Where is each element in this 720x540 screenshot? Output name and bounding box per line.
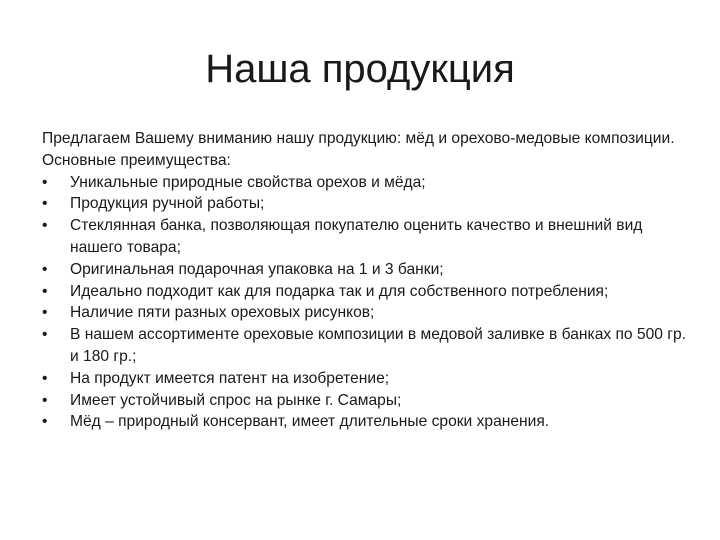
list-item-text: Оригинальная подарочная упаковка на 1 и 3 банки; [70, 260, 444, 278]
list-item-text: В нашем ассортименте ореховые композиции в медовой заливке в банках по 500 гр. и 180 гр.; [70, 326, 686, 365]
bullet-icon: • [42, 413, 48, 431]
bullet-icon: • [42, 217, 48, 235]
list-item-text: Имеет устойчивый спрос на рынке г. Самары; [70, 391, 402, 409]
list-item [42, 302, 692, 324]
bullet-icon: • [42, 282, 48, 300]
list-item-text: Мёд – природный консервант, имеет длительные сроки хранения. [70, 413, 550, 431]
list-item-text: Стеклянная банка, позволяющая покупателю оценить качество и внешний вид нашего товара; [70, 217, 643, 256]
list-item [42, 172, 692, 194]
slide-body [42, 128, 692, 433]
list-item [42, 281, 692, 303]
bullet-icon: • [42, 369, 48, 387]
list-item [42, 368, 692, 390]
list-item [42, 390, 692, 412]
list-item-text: Наличие пяти разных ореховых рисунков; [70, 304, 375, 322]
advantages-list [42, 172, 692, 434]
bullet-icon: • [42, 173, 48, 191]
list-item [42, 324, 692, 368]
bullet-icon: • [42, 326, 48, 344]
list-item-text: Идеально подходит как для подарка так и для собственного потребления; [70, 282, 609, 300]
intro-text: Предлагаем Вашему вниманию нашу продукцию: мёд и орехово-медовые композиции. Основные преимущества: [42, 130, 675, 169]
list-item [42, 259, 692, 281]
bullet-icon: • [42, 304, 48, 322]
list-item-text: Продукция ручной работы; [70, 195, 265, 213]
slide-title: Наша продукция [205, 47, 515, 91]
bullet-icon: • [42, 260, 48, 278]
list-item-text: Уникальные природные свойства орехов и мёда; [70, 173, 426, 191]
list-item [42, 215, 692, 259]
list-item [42, 193, 692, 215]
bullet-icon: • [42, 391, 48, 409]
list-item [42, 411, 692, 433]
list-item-text: На продукт имеется патент на изобретение; [70, 369, 390, 387]
bullet-icon: • [42, 195, 48, 213]
